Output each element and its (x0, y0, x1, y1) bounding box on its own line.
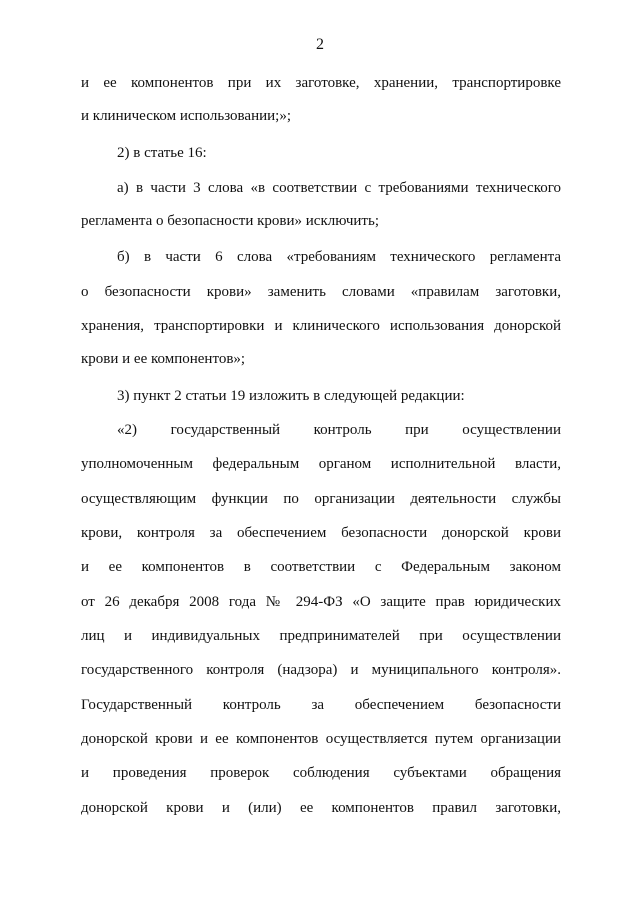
text-line: и проведения проверок соблюдения субъектами обращения (81, 765, 561, 781)
text-line: государственного контроля (надзора) и муниципального контроля». (81, 662, 561, 678)
text-line: «2) государственный контроль при осуществлении (117, 422, 561, 438)
text-line: хранения, транспортировки и клинического использования донорской (81, 318, 561, 334)
page-number: 2 (316, 36, 324, 53)
text-line: крови и ее компонентов»; (81, 351, 246, 367)
text-line: лиц и индивидуальных предпринимателей при осуществлении (81, 628, 561, 644)
text-line: донорской крови и (или) ее компонентов правил заготовки, (81, 800, 561, 816)
text-line: 3) пункт 2 статьи 19 изложить в следующей редакции: (117, 388, 465, 404)
text-line: б) в части 6 слова «требованиям технического регламента (117, 249, 561, 265)
text-line: от 26 декабря 2008 года № 294-ФЗ «О защите прав юридических (81, 594, 561, 610)
text-line: крови, контроля за обеспечением безопасности донорской крови (81, 525, 561, 541)
text-line: а) в части 3 слова «в соответствии с требованиями технического (117, 180, 561, 196)
text-line: 2) в статье 16: (117, 145, 207, 161)
text-line: регламента о безопасности крови» исключить; (81, 213, 379, 229)
text-line: и ее компонентов в соответствии с Федеральным законом (81, 559, 561, 575)
text-line: Государственный контроль за обеспечением безопасности (81, 697, 561, 713)
text-line: осуществляющим функции по организации деятельности службы (81, 491, 561, 507)
text-line: уполномоченным федеральным органом исполнительной власти, (81, 456, 561, 472)
text-line: и клиническом использовании;»; (81, 108, 291, 124)
text-line: о безопасности крови» заменить словами «правилам заготовки, (81, 284, 561, 300)
text-line: донорской крови и ее компонентов осуществляется путем организации (81, 731, 561, 747)
text-line: и ее компонентов при их заготовке, хранении, транспортировке (81, 75, 561, 91)
